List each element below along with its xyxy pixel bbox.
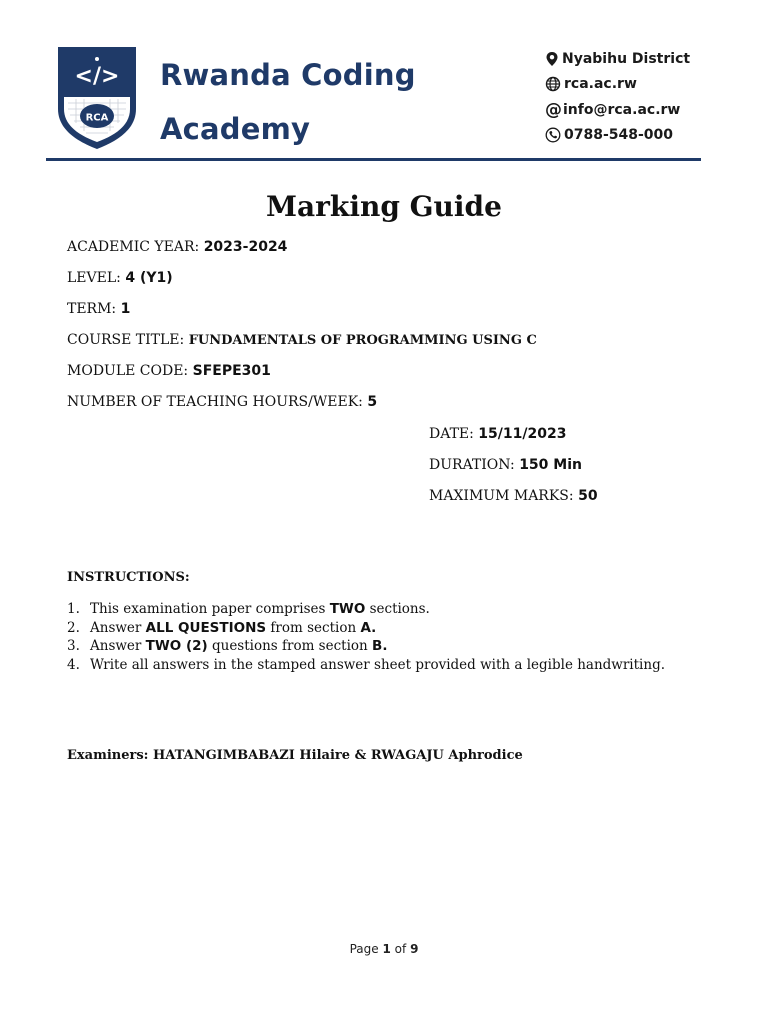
duration-label: DURATION: [429,457,515,473]
instruction-number: 4. [67,656,80,673]
website-link[interactable]: rca.ac.rw [564,76,637,93]
instruction-text: Answer [90,638,146,654]
instruction-bold: B. [372,638,388,654]
instructions-heading: INSTRUCTIONS: [67,570,190,585]
date-value: 15/11/2023 [478,426,567,442]
globe-icon [545,76,561,92]
school-name-line1: Rwanda Coding [160,58,416,92]
page-total: 9 [410,942,419,956]
instruction-text: Answer [90,619,146,636]
course-title-field [67,332,537,348]
academic-year-value: 2023-2024 [203,239,288,255]
module-code-label: MODULE CODE: [67,363,189,379]
instruction-bold: A. [360,619,377,636]
contact-website [545,72,690,98]
date-label: DATE: [429,426,474,442]
rca-logo [54,43,140,151]
document-header [0,0,768,165]
duration-value: 150 Min [519,457,582,473]
teaching-hours-label: NUMBER OF TEACHING HOURS/WEEK: [67,394,363,410]
at-sign-icon: @ [545,99,562,120]
level-value: 4 (Y1) [125,270,173,286]
instruction-item [67,637,665,656]
level-label: LEVEL: [67,270,121,286]
academic-year-label: ACADEMIC YEAR: [67,239,200,255]
teaching-hours-value: 5 [367,394,378,410]
code-symbol: </> [74,64,120,89]
instruction-text: This examination paper comprises [90,601,330,617]
term-label: TERM: [67,301,117,317]
instruction-text: questions from section [207,638,373,654]
date-field [429,426,566,442]
instruction-text: sections. [365,601,430,617]
instructions-list [67,600,665,674]
duration-field [429,457,582,473]
max-marks-value: 50 [578,488,598,504]
of-word: of [394,942,407,956]
logo-text: RCA [85,112,109,124]
page-word: Page [349,942,379,956]
examiners-line: Examiners: HATANGIMBABAZI Hilaire & RWAGAJU Aphrodice [67,748,523,763]
instruction-text: Write all answers in the stamped answer sheet provided with a legible handwriting. [90,656,665,673]
instruction-number: 1. [67,601,80,617]
phone-icon [545,127,561,143]
header-divider [46,158,701,161]
instruction-number: 3. [67,638,80,654]
email-link[interactable]: info@rca.ac.rw [563,101,681,118]
contact-location [545,46,690,72]
location-pin-icon [545,51,559,67]
school-name-line2: Academy [160,112,311,146]
contact-phone [545,123,690,149]
academic-year-field [67,239,287,255]
level-field [67,270,173,286]
module-code-value: SFEPE301 [192,363,271,379]
instruction-bold: ALL QUESTIONS [145,619,267,636]
instruction-number: 2. [67,619,80,636]
max-marks-field [429,488,598,504]
school-name [160,48,416,156]
instruction-item [67,656,665,675]
instruction-item [67,600,665,619]
instruction-bold: TWO [329,601,366,617]
term-value: 1 [120,301,131,317]
instruction-text: from section [266,619,361,636]
contact-block [545,46,690,148]
module-code-field [67,363,271,379]
location-text: Nyabihu District [562,50,691,67]
max-marks-label: MAXIMUM MARKS: [429,488,574,504]
instruction-item [67,619,665,638]
contact-email [545,97,690,123]
page-number: 1 [382,942,391,956]
page-footer [0,942,768,956]
teaching-hours-field [67,394,377,410]
instruction-bold: TWO (2) [145,638,208,654]
course-title-label: COURSE TITLE: [67,332,185,348]
course-title-value: FUNDAMENTALS OF PROGRAMMING USING C [188,333,537,348]
page-title: Marking Guide [266,190,502,223]
term-field [67,301,130,317]
phone-number[interactable]: 0788-548-000 [564,127,674,144]
